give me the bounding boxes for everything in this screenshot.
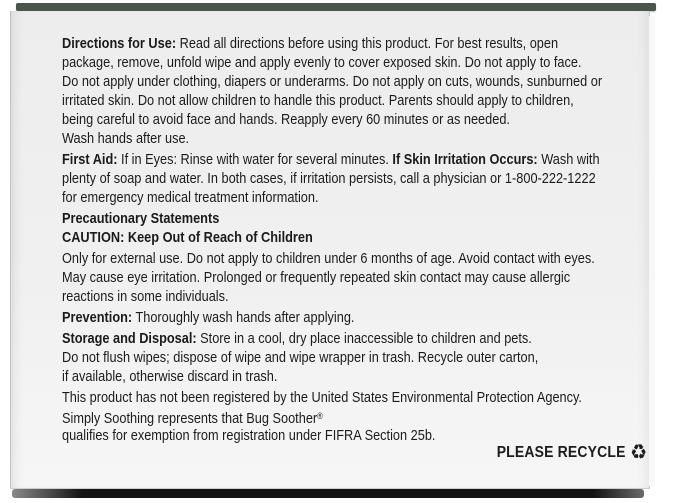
text-line: reactions in some individuals.: [62, 288, 229, 305]
text-line: package, remove, unfold wipe and apply evenly to cover exposed skin. Do not apply to face.: [62, 54, 582, 71]
paragraph-precautionary-headings: [62, 209, 623, 247]
paragraph-prevention: [62, 308, 623, 327]
text-line: Only for external use. Do not apply to children under 6 months of age. Avoid contact with eyes.: [62, 250, 595, 267]
paragraph-first-aid: [62, 150, 623, 207]
text-line: plenty of soap and water. In both cases, if irritation persists, call a physician or 1-800-222-1222: [62, 170, 596, 187]
text-line: for emergency medical treatment information.: [62, 189, 319, 206]
text-line: Wash hands after use.: [62, 130, 190, 147]
paragraph-storage-disposal: [62, 329, 623, 386]
please-recycle-label: PLEASE RECYCLE: [496, 444, 626, 461]
text-line: Simply Soothing represents that Bug Soother®: [62, 410, 323, 427]
box-top-edge: [16, 3, 656, 11]
text-line: if available, otherwise discard in trash.: [62, 368, 278, 385]
text-line: CAUTION: Keep Out of Reach of Children: [62, 229, 313, 246]
text-line: First Aid: If in Eyes: Rinse with water for several minutes. If Skin Irritation Occurs: Wash with: [62, 151, 600, 168]
box-bottom-edge: [12, 489, 644, 498]
recycle-icon: ♻: [630, 441, 647, 464]
text-line: Prevention: Thoroughly wash hands after applying.: [62, 309, 355, 326]
box-side-sliver: [649, 16, 655, 486]
recycle-footer: [496, 441, 647, 464]
label-text: [62, 34, 623, 445]
text-line: May cause eye irritation. Prolonged or frequently repeated skin contact may cause allergic: [62, 269, 571, 286]
text-line: Directions for Use: Read all directions before using this product. For best results, open: [62, 35, 559, 52]
paragraph-epa-statement: [62, 388, 623, 445]
paragraph-precautionary-body: [62, 249, 623, 306]
text-line: irritated skin. Do not allow children to handle this product. Parents should apply to children,: [62, 92, 574, 109]
text-line: qualifies for exemption from registration under FIFRA Section 25b.: [62, 427, 436, 444]
text-line: Do not flush wipes; dispose of wipe and wipe wrapper in trash. Recycle outer carton,: [62, 349, 539, 366]
text-line: This product has not been registered by the United States Environmental Protection Agency.: [62, 389, 582, 406]
text-line: Do not apply under clothing, diapers or underarms. Do not apply on cuts, wounds, sunburned or: [62, 73, 603, 90]
text-line: Storage and Disposal: Store in a cool, dry place inaccessible to children and pets.: [62, 330, 532, 347]
text-line: Precautionary Statements: [62, 210, 220, 227]
text-line: being careful to avoid face and hands. Reapply every 60 minutes or as needed.: [62, 111, 510, 128]
paragraph-directions: [62, 34, 623, 148]
